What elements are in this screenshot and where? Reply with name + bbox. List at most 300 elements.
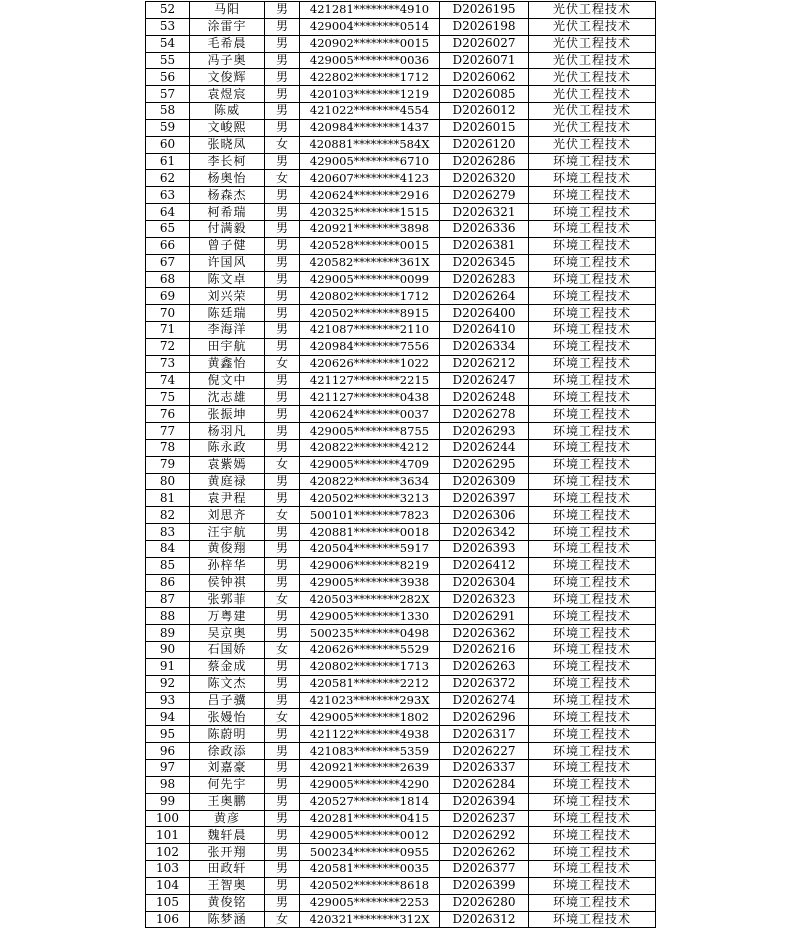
seq-cell: 82 <box>146 507 190 524</box>
major-cell: 光伏工程技术 <box>529 136 656 153</box>
exam-number-cell: D2026323 <box>440 591 529 608</box>
gender-cell: 男 <box>265 220 300 237</box>
table-row <box>146 136 656 153</box>
seq-cell: 54 <box>146 35 190 52</box>
gender-cell: 男 <box>265 204 300 221</box>
name-cell: 陈文杰 <box>190 675 265 692</box>
name-cell: 魏轩晨 <box>190 827 265 844</box>
id-number-cell: 421127********2215 <box>300 372 440 389</box>
exam-number-cell: D2026085 <box>440 86 529 103</box>
major-cell: 环境工程技术 <box>529 372 656 389</box>
name-cell: 文俊辉 <box>190 69 265 86</box>
name-cell: 曾子健 <box>190 237 265 254</box>
exam-number-cell: D2026337 <box>440 759 529 776</box>
id-number-cell: 420503********282X <box>300 591 440 608</box>
id-number-cell: 420802********1713 <box>300 658 440 675</box>
exam-number-cell: D2026320 <box>440 170 529 187</box>
seq-cell: 65 <box>146 220 190 237</box>
exam-number-cell: D2026293 <box>440 423 529 440</box>
exam-number-cell: D2026334 <box>440 338 529 355</box>
exam-number-cell: D2026283 <box>440 271 529 288</box>
gender-cell: 男 <box>265 237 300 254</box>
name-cell: 石国娇 <box>190 642 265 659</box>
exam-number-cell: D2026345 <box>440 254 529 271</box>
table-row <box>146 52 656 69</box>
exam-number-cell: D2026264 <box>440 288 529 305</box>
major-cell: 环境工程技术 <box>529 894 656 911</box>
seq-cell: 76 <box>146 406 190 423</box>
major-cell: 光伏工程技术 <box>529 119 656 136</box>
major-cell: 环境工程技术 <box>529 844 656 861</box>
seq-cell: 67 <box>146 254 190 271</box>
gender-cell: 女 <box>265 911 300 928</box>
name-cell: 李长柯 <box>190 153 265 170</box>
major-cell: 环境工程技术 <box>529 810 656 827</box>
major-cell: 环境工程技术 <box>529 170 656 187</box>
name-cell: 黄鑫怡 <box>190 355 265 372</box>
seq-cell: 64 <box>146 204 190 221</box>
table-row <box>146 406 656 423</box>
id-number-cell: 420624********2916 <box>300 187 440 204</box>
major-cell: 环境工程技术 <box>529 541 656 558</box>
seq-cell: 56 <box>146 69 190 86</box>
exam-number-cell: D2026291 <box>440 608 529 625</box>
seq-cell: 102 <box>146 844 190 861</box>
table-row <box>146 490 656 507</box>
major-cell: 环境工程技术 <box>529 591 656 608</box>
major-cell: 环境工程技术 <box>529 861 656 878</box>
exam-number-cell: D2026278 <box>440 406 529 423</box>
major-cell: 光伏工程技术 <box>529 35 656 52</box>
seq-cell: 55 <box>146 52 190 69</box>
gender-cell: 男 <box>265 52 300 69</box>
table-row <box>146 220 656 237</box>
table-row <box>146 439 656 456</box>
major-cell: 环境工程技术 <box>529 220 656 237</box>
major-cell: 环境工程技术 <box>529 153 656 170</box>
name-cell: 徐政添 <box>190 743 265 760</box>
major-cell: 环境工程技术 <box>529 288 656 305</box>
table-row <box>146 153 656 170</box>
exam-number-cell: D2026071 <box>440 52 529 69</box>
major-cell: 环境工程技术 <box>529 574 656 591</box>
gender-cell: 女 <box>265 136 300 153</box>
gender-cell: 男 <box>265 810 300 827</box>
table-row <box>146 692 656 709</box>
name-cell: 袁紫嫣 <box>190 456 265 473</box>
major-cell: 光伏工程技术 <box>529 103 656 120</box>
gender-cell: 男 <box>265 726 300 743</box>
gender-cell: 男 <box>265 322 300 339</box>
id-number-cell: 420103********1219 <box>300 86 440 103</box>
gender-cell: 男 <box>265 69 300 86</box>
name-cell: 黄俊翔 <box>190 541 265 558</box>
seq-cell: 66 <box>146 237 190 254</box>
table-row <box>146 35 656 52</box>
id-number-cell: 422802********1712 <box>300 69 440 86</box>
seq-cell: 89 <box>146 625 190 642</box>
exam-number-cell: D2026321 <box>440 204 529 221</box>
seq-cell: 92 <box>146 675 190 692</box>
table-row <box>146 743 656 760</box>
id-number-cell: 420902********0015 <box>300 35 440 52</box>
gender-cell: 男 <box>265 439 300 456</box>
seq-cell: 83 <box>146 524 190 541</box>
table-row <box>146 103 656 120</box>
name-cell: 陈梦涵 <box>190 911 265 928</box>
seq-cell: 68 <box>146 271 190 288</box>
seq-cell: 78 <box>146 439 190 456</box>
seq-cell: 81 <box>146 490 190 507</box>
table-row <box>146 810 656 827</box>
exam-number-cell: D2026198 <box>440 18 529 35</box>
id-number-cell: 429005********2253 <box>300 894 440 911</box>
id-number-cell: 420582********361X <box>300 254 440 271</box>
major-cell: 环境工程技术 <box>529 793 656 810</box>
id-number-cell: 420321********312X <box>300 911 440 928</box>
table-row <box>146 709 656 726</box>
exam-number-cell: D2026280 <box>440 894 529 911</box>
seq-cell: 90 <box>146 642 190 659</box>
id-number-cell: 421127********0438 <box>300 389 440 406</box>
name-cell: 袁尹程 <box>190 490 265 507</box>
name-cell: 侯钟祺 <box>190 574 265 591</box>
gender-cell: 男 <box>265 372 300 389</box>
major-cell: 环境工程技术 <box>529 322 656 339</box>
table-row <box>146 271 656 288</box>
major-cell: 环境工程技术 <box>529 204 656 221</box>
seq-cell: 75 <box>146 389 190 406</box>
major-cell: 环境工程技术 <box>529 911 656 928</box>
major-cell: 环境工程技术 <box>529 709 656 726</box>
gender-cell: 男 <box>265 541 300 558</box>
exam-number-cell: D2026362 <box>440 625 529 642</box>
id-number-cell: 421022********4554 <box>300 103 440 120</box>
gender-cell: 女 <box>265 642 300 659</box>
exam-number-cell: D2026381 <box>440 237 529 254</box>
name-cell: 文峻熙 <box>190 119 265 136</box>
name-cell: 张郭菲 <box>190 591 265 608</box>
id-number-cell: 421083********5359 <box>300 743 440 760</box>
seq-cell: 73 <box>146 355 190 372</box>
name-cell: 何先宇 <box>190 776 265 793</box>
seq-cell: 77 <box>146 423 190 440</box>
id-number-cell: 429006********8219 <box>300 557 440 574</box>
table-row <box>146 827 656 844</box>
exam-number-cell: D2026195 <box>440 2 529 19</box>
seq-cell: 97 <box>146 759 190 776</box>
name-cell: 杨奥怡 <box>190 170 265 187</box>
gender-cell: 女 <box>265 170 300 187</box>
table-row <box>146 254 656 271</box>
name-cell: 柯希瑞 <box>190 204 265 221</box>
name-cell: 毛希晨 <box>190 35 265 52</box>
seq-cell: 70 <box>146 305 190 322</box>
major-cell: 环境工程技术 <box>529 608 656 625</box>
name-cell: 王智奥 <box>190 877 265 894</box>
id-number-cell: 420581********0035 <box>300 861 440 878</box>
gender-cell: 男 <box>265 2 300 19</box>
major-cell: 环境工程技术 <box>529 389 656 406</box>
id-number-cell: 420281********0415 <box>300 810 440 827</box>
name-cell: 田政轩 <box>190 861 265 878</box>
exam-number-cell: D2026284 <box>440 776 529 793</box>
table-row <box>146 18 656 35</box>
major-cell: 光伏工程技术 <box>529 69 656 86</box>
table-row <box>146 2 656 19</box>
major-cell: 环境工程技术 <box>529 406 656 423</box>
table-row <box>146 338 656 355</box>
exam-number-cell: D2026247 <box>440 372 529 389</box>
id-number-cell: 420802********1712 <box>300 288 440 305</box>
major-cell: 环境工程技术 <box>529 355 656 372</box>
id-number-cell: 500234********0955 <box>300 844 440 861</box>
id-number-cell: 421087********2110 <box>300 322 440 339</box>
table-row <box>146 911 656 928</box>
table-row <box>146 473 656 490</box>
major-cell: 环境工程技术 <box>529 726 656 743</box>
id-number-cell: 429005********8755 <box>300 423 440 440</box>
exam-number-cell: D2026410 <box>440 322 529 339</box>
gender-cell: 男 <box>265 423 300 440</box>
seq-cell: 74 <box>146 372 190 389</box>
id-number-cell: 420984********7556 <box>300 338 440 355</box>
exam-number-cell: D2026286 <box>440 153 529 170</box>
gender-cell: 男 <box>265 625 300 642</box>
major-cell: 环境工程技术 <box>529 776 656 793</box>
exam-number-cell: D2026342 <box>440 524 529 541</box>
gender-cell: 男 <box>265 877 300 894</box>
table-row <box>146 86 656 103</box>
name-cell: 王奥鹏 <box>190 793 265 810</box>
table-row <box>146 305 656 322</box>
gender-cell: 女 <box>265 355 300 372</box>
seq-cell: 69 <box>146 288 190 305</box>
seq-cell: 105 <box>146 894 190 911</box>
gender-cell: 男 <box>265 153 300 170</box>
id-number-cell: 420921********3898 <box>300 220 440 237</box>
name-cell: 孙梓华 <box>190 557 265 574</box>
id-number-cell: 420822********3634 <box>300 473 440 490</box>
seq-cell: 60 <box>146 136 190 153</box>
gender-cell: 男 <box>265 119 300 136</box>
major-cell: 光伏工程技术 <box>529 2 656 19</box>
table-row <box>146 591 656 608</box>
seq-cell: 62 <box>146 170 190 187</box>
table-row <box>146 894 656 911</box>
gender-cell: 男 <box>265 574 300 591</box>
seq-cell: 101 <box>146 827 190 844</box>
major-cell: 环境工程技术 <box>529 827 656 844</box>
table-row <box>146 675 656 692</box>
seq-cell: 84 <box>146 541 190 558</box>
major-cell: 环境工程技术 <box>529 271 656 288</box>
id-number-cell: 420626********1022 <box>300 355 440 372</box>
major-cell: 环境工程技术 <box>529 305 656 322</box>
gender-cell: 男 <box>265 759 300 776</box>
seq-cell: 104 <box>146 877 190 894</box>
exam-number-cell: D2026274 <box>440 692 529 709</box>
name-cell: 刘兴荣 <box>190 288 265 305</box>
name-cell: 涂雷宇 <box>190 18 265 35</box>
name-cell: 黄俊铭 <box>190 894 265 911</box>
major-cell: 环境工程技术 <box>529 625 656 642</box>
exam-number-cell: D2026244 <box>440 439 529 456</box>
table-row <box>146 844 656 861</box>
seq-cell: 87 <box>146 591 190 608</box>
name-cell: 李海洋 <box>190 322 265 339</box>
major-cell: 光伏工程技术 <box>529 52 656 69</box>
name-cell: 黄庭禄 <box>190 473 265 490</box>
exam-number-cell: D2026372 <box>440 675 529 692</box>
major-cell: 环境工程技术 <box>529 423 656 440</box>
seq-cell: 52 <box>146 2 190 19</box>
exam-number-cell: D2026263 <box>440 658 529 675</box>
table-row <box>146 574 656 591</box>
name-cell: 田宇航 <box>190 338 265 355</box>
seq-cell: 85 <box>146 557 190 574</box>
name-cell: 马阳 <box>190 2 265 19</box>
table-row <box>146 322 656 339</box>
name-cell: 张振坤 <box>190 406 265 423</box>
gender-cell: 男 <box>265 692 300 709</box>
table-row <box>146 372 656 389</box>
name-cell: 吴京奥 <box>190 625 265 642</box>
id-number-cell: 420527********1814 <box>300 793 440 810</box>
name-cell: 吕子骥 <box>190 692 265 709</box>
exam-number-cell: D2026412 <box>440 557 529 574</box>
exam-number-cell: D2026394 <box>440 793 529 810</box>
major-cell: 光伏工程技术 <box>529 86 656 103</box>
exam-number-cell: D2026015 <box>440 119 529 136</box>
name-cell: 陈文卓 <box>190 271 265 288</box>
major-cell: 环境工程技术 <box>529 507 656 524</box>
name-cell: 杨森杰 <box>190 187 265 204</box>
gender-cell: 男 <box>265 675 300 692</box>
name-cell: 陈廷瑞 <box>190 305 265 322</box>
seq-cell: 96 <box>146 743 190 760</box>
id-number-cell: 420504********5917 <box>300 541 440 558</box>
seq-cell: 79 <box>146 456 190 473</box>
exam-number-cell: D2026237 <box>440 810 529 827</box>
gender-cell: 男 <box>265 187 300 204</box>
name-cell: 刘思齐 <box>190 507 265 524</box>
name-cell: 杨羽凡 <box>190 423 265 440</box>
id-number-cell: 420626********5529 <box>300 642 440 659</box>
exam-number-cell: D2026027 <box>440 35 529 52</box>
id-number-cell: 500101********7823 <box>300 507 440 524</box>
seq-cell: 100 <box>146 810 190 827</box>
seq-cell: 99 <box>146 793 190 810</box>
table-row <box>146 389 656 406</box>
name-cell: 黄彦 <box>190 810 265 827</box>
exam-number-cell: D2026393 <box>440 541 529 558</box>
name-cell: 陈永政 <box>190 439 265 456</box>
seq-cell: 53 <box>146 18 190 35</box>
gender-cell: 男 <box>265 490 300 507</box>
major-cell: 环境工程技术 <box>529 237 656 254</box>
major-cell: 光伏工程技术 <box>529 18 656 35</box>
seq-cell: 59 <box>146 119 190 136</box>
table-row <box>146 557 656 574</box>
id-number-cell: 421023********293X <box>300 692 440 709</box>
major-cell: 环境工程技术 <box>529 759 656 776</box>
table-row <box>146 793 656 810</box>
gender-cell: 男 <box>265 86 300 103</box>
name-cell: 万粤建 <box>190 608 265 625</box>
gender-cell: 男 <box>265 557 300 574</box>
major-cell: 环境工程技术 <box>529 254 656 271</box>
gender-cell: 男 <box>265 743 300 760</box>
gender-cell: 男 <box>265 305 300 322</box>
seq-cell: 103 <box>146 861 190 878</box>
exam-number-cell: D2026400 <box>440 305 529 322</box>
exam-number-cell: D2026279 <box>440 187 529 204</box>
seq-cell: 72 <box>146 338 190 355</box>
id-number-cell: 420822********4212 <box>300 439 440 456</box>
gender-cell: 男 <box>265 844 300 861</box>
gender-cell: 女 <box>265 591 300 608</box>
table-row <box>146 237 656 254</box>
major-cell: 环境工程技术 <box>529 658 656 675</box>
gender-cell: 男 <box>265 793 300 810</box>
major-cell: 环境工程技术 <box>529 456 656 473</box>
major-cell: 环境工程技术 <box>529 338 656 355</box>
id-number-cell: 429005********4290 <box>300 776 440 793</box>
major-cell: 环境工程技术 <box>529 877 656 894</box>
name-cell: 张晓凤 <box>190 136 265 153</box>
major-cell: 环境工程技术 <box>529 675 656 692</box>
exam-number-cell: D2026292 <box>440 827 529 844</box>
name-cell: 张嫚怡 <box>190 709 265 726</box>
student-roster-table <box>145 1 656 928</box>
exam-number-cell: D2026062 <box>440 69 529 86</box>
gender-cell: 男 <box>265 103 300 120</box>
table-row <box>146 170 656 187</box>
gender-cell: 男 <box>265 338 300 355</box>
seq-cell: 95 <box>146 726 190 743</box>
seq-cell: 91 <box>146 658 190 675</box>
id-number-cell: 429005********0036 <box>300 52 440 69</box>
table-row <box>146 423 656 440</box>
gender-cell: 男 <box>265 35 300 52</box>
exam-number-cell: D2026216 <box>440 642 529 659</box>
gender-cell: 男 <box>265 389 300 406</box>
gender-cell: 男 <box>265 776 300 793</box>
exam-number-cell: D2026306 <box>440 507 529 524</box>
gender-cell: 男 <box>265 254 300 271</box>
name-cell: 陈蔚明 <box>190 726 265 743</box>
exam-number-cell: D2026397 <box>440 490 529 507</box>
id-number-cell: 429005********0099 <box>300 271 440 288</box>
gender-cell: 女 <box>265 709 300 726</box>
id-number-cell: 429005********3938 <box>300 574 440 591</box>
gender-cell: 男 <box>265 18 300 35</box>
id-number-cell: 429005********1330 <box>300 608 440 625</box>
id-number-cell: 420607********4123 <box>300 170 440 187</box>
name-cell: 张开翔 <box>190 844 265 861</box>
table-row <box>146 877 656 894</box>
exam-number-cell: D2026262 <box>440 844 529 861</box>
table-row <box>146 355 656 372</box>
exam-number-cell: D2026304 <box>440 574 529 591</box>
name-cell: 陈威 <box>190 103 265 120</box>
table-row <box>146 69 656 86</box>
exam-number-cell: D2026295 <box>440 456 529 473</box>
exam-number-cell: D2026377 <box>440 861 529 878</box>
gender-cell: 男 <box>265 894 300 911</box>
seq-cell: 63 <box>146 187 190 204</box>
